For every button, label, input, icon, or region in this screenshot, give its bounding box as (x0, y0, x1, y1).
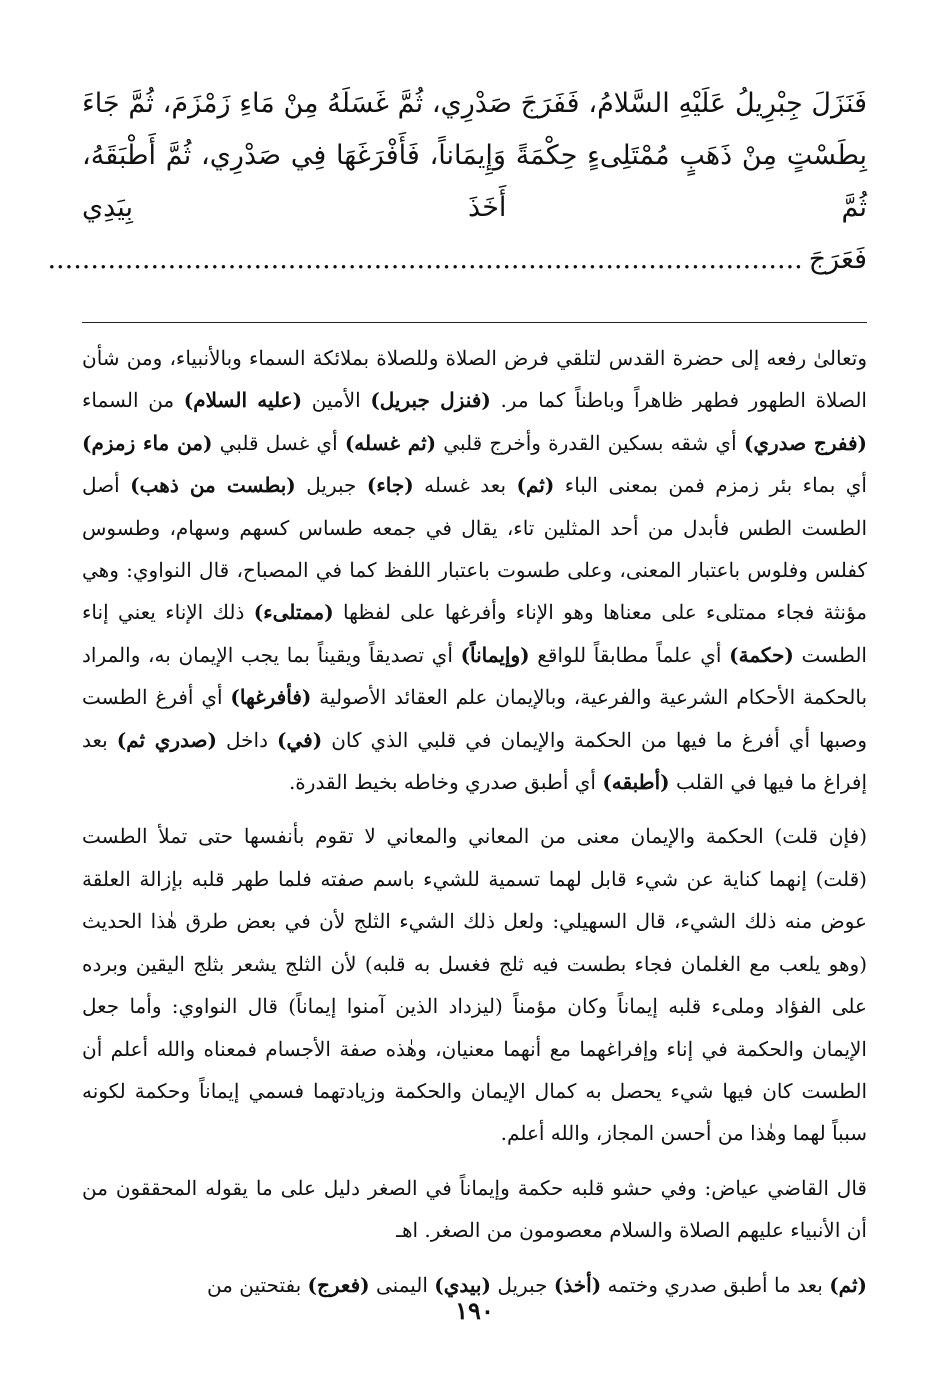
quoted-phrase: (جاء) (366, 473, 414, 498)
commentary-paragraph-1: وتعالىٰ رفعه إلى حضرة القدس لتلقي فرض الصلاة وللصلاة بملائكة السماء وبالأنبياء، ومن شأن الصلاة الطهور فطهر ظاهراً وباطناً كما مر. (فنزل جبريل) الأمين (عليه السلام) من السماء (ففرج صدري) أي شقه بسكين القدرة وأخرج قلبي (ثم غسله) أي غسل قلبي (من ماء زمزم) أي بماء بئر زمزم فمن بمعنى الباء (ثم) بعد غسله (جاء) جبريل (بطست من ذهب) أصل الطست الطس فأبدل من أحد المثلين تاء، يقال في جمعه طساس كسهم وسهام، وطسوس كفلس وفلوس باعتبار المعنى، وعلى طسوت باعتبار اللفظ كما في المصباح، قال النواوي: وهي مؤنثة فجاء ممتلىء على معناها وهو الإناء وأفرغها على لفظها (ممتلىء) ذلك الإناء يعني إناء الطست (حكمة) أي علماً مطابقاً للواقع (وإيماناً) أي تصديقاً ويقيناً بما يجب الإيمان به، والمراد بالحكمة الأحكام الشرعية والفرعية، وبالإيمان علم العقائد الأصولية (فأفرغها) أي أفرغ الطست وصبها أي أفرغ ما فيها من الحكمة والإيمان في قلبي الذي كان (في) داخل (صدري ثم) بعد إفراغ ما فيها في القلب (أطبقه) أي أطبق صدري وخاطه بخيط القدرة. (82, 346, 868, 795)
quoted-phrase: (من ماء زمزم) (82, 430, 213, 455)
commentary-paragraph-2: (فإن قلت) الحكمة والإيمان معنى من المعاني والمعاني لا تقوم بأنفسها حتى تملأ الطست (قلت) إنهما كناية عن شيء قابل لهما تسمية للشيء باسم صفته فلما طهر قلبه بإزالة العلقة عوض منه ذلك الشيء، قال السهيلي: ولعل ذلك الشيء الثلج لأن في بعض طرق هٰذا الحديث (وهو يلعب مع الغلمان فجاء بطست فيه ثلج فغسل به قلبه) لأن الثلج يشعر بثلج اليقين وبرده على الفؤاد وملىء قلبه إيماناً وكان مؤمناً (ليزداد الذين آمنوا إيماناً) قال النواوي: وأما جعل الإيمان والحكمة في إناء وإفراغهما مع أنهما معنيان، وهٰذه صفة الأجسام فمعناه والله أعلم أن الطست كان فيها شيء يحصل به كمال الإيمان والحكمة وزيادتهما فسمي إيماناً وحكمة لكونه سبباً لهما وهٰذا من أحسن المجاز، والله أعلم. (82, 824, 867, 1146)
quoted-phrase: (فعرج) (307, 1272, 370, 1297)
separator-rule (82, 322, 867, 323)
page-number: ١٩٠ (455, 1296, 494, 1325)
hadith-line-2: مِنْ ذَهَبٍ مُمْتَلِىءٍ حِكْمَةً وَإِيمَاناً، فَأَفْرَغَهَا فِي صَدْرِي، ثُمَّ أَطْبَقَهُ، ثُمَّ أَخَذَ بِيَدِي (82, 140, 867, 223)
quoted-phrase: (ممتلىء) (253, 600, 334, 625)
quoted-phrase: (فنزل جبريل) (370, 388, 491, 413)
commentary (82, 337, 867, 1306)
quoted-phrase: (عليه السلام) (183, 388, 303, 413)
quoted-phrase: (صدري ثم) (116, 727, 217, 752)
quoted-phrase: (وإيماناً) (460, 642, 530, 667)
commentary-paragraph-3: قال القاضي عياض: وفي حشو قلبه حكمة وإيماناً في الصغر دليل على ما يقوله المحققون من أن الأنبياء عليهم الصلاة والسلام معصومون من الصغر. اهـ (82, 1175, 867, 1243)
hadith-line-1: فَنَزَلَ جِبْرِيلُ عَلَيْهِ السَّلامُ، فَفَرَجَ صَدْرِي، ثُمَّ غَسَلَهُ مِنْ مَاءِ زَمْزَمَ، ثُمَّ جَاءَ بِطَسْتٍ (82, 88, 867, 171)
continuation-dots: ........................................................................................ (47, 244, 803, 275)
quoted-phrase: (ففرج صدري) (743, 430, 868, 455)
quoted-phrase: (أطبقه) (602, 770, 670, 795)
quoted-phrase: (ثم) (516, 473, 555, 498)
quoted-phrase: (حكمة) (729, 642, 794, 667)
hadith-text (47, 78, 867, 286)
commentary-paragraph-4: (ثم) بعد ما أطبق صدري وختمه (أخذ) جبريل (بيدي) اليمنى (فعرج) بفتحتين من (206, 1272, 867, 1297)
quoted-phrase: (أخذ) (553, 1272, 602, 1297)
quoted-phrase: (فأفرغها) (230, 685, 312, 710)
quoted-phrase: (بيدي) (434, 1272, 491, 1297)
quoted-phrase: (ثم) (829, 1272, 867, 1297)
quoted-phrase: (في) (277, 727, 323, 752)
quoted-phrase: (ثم غسله) (344, 430, 437, 455)
quoted-phrase: (بطست من ذهب) (130, 473, 296, 498)
hadith-line-3: فَعَرَجَ (808, 244, 867, 275)
